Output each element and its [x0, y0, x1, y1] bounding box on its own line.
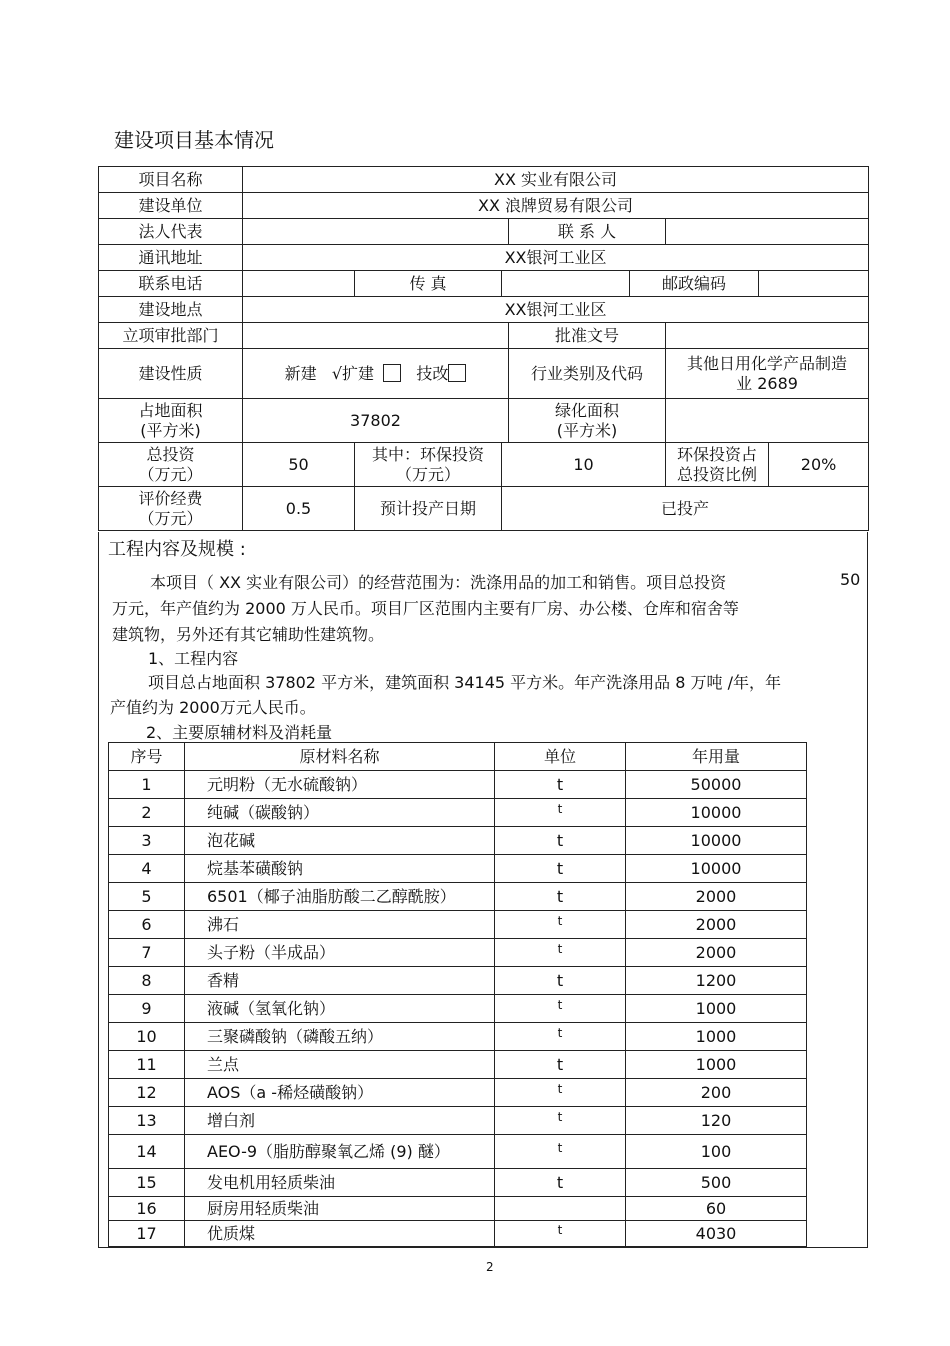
- eval-fee-value: 0.5: [243, 487, 355, 531]
- row-amount: 500: [626, 1169, 807, 1197]
- contact-label: 联 系 人: [509, 219, 666, 245]
- nature-expand: √扩建: [331, 363, 375, 383]
- approval-dept-label: 立项审批部门: [99, 323, 243, 349]
- row-index: 2: [109, 799, 185, 827]
- table-row: [109, 883, 807, 911]
- nature-label: 建设性质: [99, 349, 243, 399]
- industry-line-2: 业 2689: [736, 373, 798, 393]
- row-amount: 10000: [626, 827, 807, 855]
- row-material-name: AEO-9（脂肪醇聚氧乙烯 (9) 醚）: [185, 1135, 495, 1169]
- table-row: [109, 1051, 807, 1079]
- green-label: [509, 399, 666, 443]
- row-unit: t: [495, 1169, 626, 1197]
- materials-header-unit: 单位: [495, 743, 626, 771]
- row-unit: [495, 1135, 626, 1169]
- row-unit-text: t: [557, 1140, 563, 1155]
- row-unit: t: [495, 967, 626, 995]
- row-index: 10: [109, 1023, 185, 1051]
- table-row: [109, 799, 807, 827]
- row-unit: t: [495, 771, 626, 799]
- table-row: [109, 1221, 807, 1247]
- row-unit: [495, 939, 626, 967]
- section-2-heading: 2、主要原辅材料及消耗量: [146, 723, 333, 742]
- row-material-name: 发电机用轻质柴油: [185, 1169, 495, 1197]
- row-material-name: 增白剂: [185, 1107, 495, 1135]
- row-index: 6: [109, 911, 185, 939]
- row-index: 13: [109, 1107, 185, 1135]
- row-amount: 1000: [626, 1051, 807, 1079]
- row-index: 16: [109, 1197, 185, 1221]
- row-amount: 50000: [626, 771, 807, 799]
- green-label-line-2: (平方米): [556, 420, 618, 440]
- row-index: 14: [109, 1135, 185, 1169]
- row-material-name: 烷基苯磺酸钠: [185, 855, 495, 883]
- paragraph-1-line-3: 建筑物，另外还有其它辅助性建筑物。: [112, 625, 385, 644]
- row-material-name: 三聚磷酸钠（磷酸五纳）: [185, 1023, 495, 1051]
- site-label: 建设地点: [99, 297, 243, 323]
- start-date-value: 已投产: [502, 487, 869, 531]
- address-label: 通讯地址: [99, 245, 243, 271]
- area-value: 37802: [243, 399, 509, 443]
- fax-value: [502, 271, 630, 297]
- area-label-line-2: (平方米): [140, 420, 201, 440]
- table-row: [109, 1197, 807, 1221]
- env-ratio-label: [666, 443, 769, 487]
- project-name-value: XX 实业有限公司: [243, 167, 869, 193]
- contact-value: [666, 219, 869, 245]
- area-label-line-1: 占地面积: [138, 401, 203, 421]
- row-unit: t: [495, 883, 626, 911]
- table-row: [109, 1169, 807, 1197]
- row-unit: [495, 1023, 626, 1051]
- project-info-table: [98, 166, 869, 531]
- industry-line-1: 其他日用化学产品制造: [687, 354, 848, 374]
- materials-body: [109, 771, 807, 1247]
- section-1-line-2: 产值约为 2000万元人民币。: [110, 698, 316, 717]
- green-label-line-1: 绿化面积: [554, 401, 619, 421]
- start-date-label: 预计投产日期: [355, 487, 502, 531]
- postcode-label: 邮政编码: [630, 271, 759, 297]
- row-index: 9: [109, 995, 185, 1023]
- row-amount: 1200: [626, 967, 807, 995]
- table-row: [109, 939, 807, 967]
- row-material-name: 头子粉（半成品）: [185, 939, 495, 967]
- materials-header-name: 原材料名称: [185, 743, 495, 771]
- row-amount: 120: [626, 1107, 807, 1135]
- tech-checkbox[interactable]: [448, 364, 466, 382]
- fax-label: 传 真: [355, 271, 502, 297]
- materials-table: [108, 742, 807, 1247]
- row-unit-text: t: [557, 997, 563, 1012]
- table-row: [109, 855, 807, 883]
- nature-options: [243, 349, 509, 399]
- row-index: 11: [109, 1051, 185, 1079]
- row-unit: [495, 1221, 626, 1247]
- project-name-label: 项目名称: [99, 167, 243, 193]
- nature-new: 新建: [284, 363, 317, 383]
- row-index: 15: [109, 1169, 185, 1197]
- row-index: 3: [109, 827, 185, 855]
- row-index: 4: [109, 855, 185, 883]
- row-unit: t: [495, 1051, 626, 1079]
- row-material-name: 厨房用轻质柴油: [185, 1197, 495, 1221]
- paragraph-1-line-1: 本项目（ XX 实业有限公司）的经营范围为：洗涤用品的加工和销售。项目总投资: [150, 573, 727, 592]
- row-material-name: 液碱（氢氧化钠）: [185, 995, 495, 1023]
- row-unit-text: t: [557, 1222, 563, 1237]
- env-ratio-label-line-2: 总投资比例: [676, 464, 757, 484]
- invest-label: [99, 443, 243, 487]
- content-heading: 工程内容及规模 :: [108, 539, 246, 560]
- invest-value: 50: [243, 443, 355, 487]
- row-material-name: AOS（a -稀烃磺酸钠）: [185, 1079, 495, 1107]
- phone-label: 联系电话: [99, 271, 243, 297]
- row-material-name: 元明粉（无水硫酸钠）: [185, 771, 495, 799]
- table-row: [109, 995, 807, 1023]
- env-ratio-label-line-1: 环保投资占: [676, 445, 757, 465]
- invest-label-line-1: 总投资: [146, 445, 195, 465]
- materials-header-index: 序号: [109, 743, 185, 771]
- table-row: [109, 967, 807, 995]
- table-row: [109, 1107, 807, 1135]
- row-material-name: 香精: [185, 967, 495, 995]
- row-unit-text: t: [557, 1109, 563, 1124]
- section-1-line-1: 项目总占地面积 37802 平方米，建筑面积 34145 平方米。年产洗涤用品 8 万吨 /年，年: [148, 673, 781, 692]
- table-row: [109, 1023, 807, 1051]
- approval-no-label: 批准文号: [509, 323, 666, 349]
- row-unit: [495, 1197, 626, 1221]
- row-unit: [495, 799, 626, 827]
- row-amount: 200: [626, 1079, 807, 1107]
- row-unit: [495, 995, 626, 1023]
- invest-label-line-2: （万元）: [138, 464, 203, 484]
- phone-value: [243, 271, 355, 297]
- row-material-name: 沸石: [185, 911, 495, 939]
- nature-tech: 技改: [416, 363, 449, 383]
- table-row: [109, 1135, 807, 1169]
- env-ratio-value: 20%: [769, 443, 869, 487]
- page-number: 2: [486, 1260, 494, 1274]
- approval-no-value: [666, 323, 869, 349]
- row-amount: 10000: [626, 855, 807, 883]
- green-value: [666, 399, 869, 443]
- table-row: [109, 1079, 807, 1107]
- area-label: [99, 399, 243, 443]
- materials-header-amount: 年用量: [626, 743, 807, 771]
- eval-fee-label-line-2: （万元）: [138, 508, 203, 528]
- row-unit: t: [495, 855, 626, 883]
- row-amount: 2000: [626, 883, 807, 911]
- page-title: 建设项目基本情况: [114, 128, 274, 152]
- table-row: [109, 827, 807, 855]
- row-unit: [495, 911, 626, 939]
- env-invest-label-line-1: 其中：环保投资: [371, 445, 484, 465]
- paragraph-1-line-2: 万元，年产值约为 2000 万人民币。项目厂区范围内主要有厂房、办公楼、仓库和宿舍等: [112, 599, 739, 618]
- section-1-heading: 1、工程内容: [148, 649, 239, 668]
- row-amount: 4030: [626, 1221, 807, 1247]
- row-amount: 10000: [626, 799, 807, 827]
- env-invest-label-line-2: （万元）: [395, 464, 460, 484]
- row-index: 7: [109, 939, 185, 967]
- row-index: 17: [109, 1221, 185, 1247]
- table-row: [109, 911, 807, 939]
- address-value: XX银河工业区: [243, 245, 869, 271]
- builder-label: 建设单位: [99, 193, 243, 219]
- expand-checkbox[interactable]: [383, 364, 401, 382]
- postcode-value: [759, 271, 869, 297]
- row-amount: 60: [626, 1197, 807, 1221]
- row-unit: [495, 1079, 626, 1107]
- legal-rep-value: [243, 219, 509, 245]
- builder-value: XX 浪牌贸易有限公司: [243, 193, 869, 219]
- row-material-name: 兰点: [185, 1051, 495, 1079]
- env-invest-label: [355, 443, 502, 487]
- row-index: 12: [109, 1079, 185, 1107]
- row-unit-text: t: [557, 913, 563, 928]
- row-material-name: 6501（椰子油脂肪酸二乙醇酰胺）: [185, 883, 495, 911]
- legal-rep-label: 法人代表: [99, 219, 243, 245]
- row-amount: 2000: [626, 939, 807, 967]
- env-invest-value: 10: [502, 443, 666, 487]
- row-unit-text: t: [557, 1025, 563, 1040]
- row-unit: t: [495, 827, 626, 855]
- row-material-name: 纯碱（碳酸钠）: [185, 799, 495, 827]
- industry-value: [666, 349, 869, 399]
- row-index: 5: [109, 883, 185, 911]
- site-value: XX银河工业区: [243, 297, 869, 323]
- eval-fee-label: [99, 487, 243, 531]
- table-row: [109, 771, 807, 799]
- row-material-name: 优质煤: [185, 1221, 495, 1247]
- row-amount: 100: [626, 1135, 807, 1169]
- row-unit-text: t: [557, 941, 563, 956]
- row-index: 1: [109, 771, 185, 799]
- approval-dept-value: [243, 323, 509, 349]
- row-unit: [495, 1107, 626, 1135]
- row-amount: 1000: [626, 1023, 807, 1051]
- row-unit-text: t: [557, 1081, 563, 1096]
- row-material-name: 泡花碱: [185, 827, 495, 855]
- row-amount: 1000: [626, 995, 807, 1023]
- eval-fee-label-line-1: 评价经费: [138, 489, 203, 509]
- row-unit-text: t: [557, 801, 563, 816]
- row-amount: 2000: [626, 911, 807, 939]
- row-index: 8: [109, 967, 185, 995]
- industry-label: 行业类别及代码: [509, 349, 666, 399]
- paragraph-1-number: 50: [840, 570, 861, 589]
